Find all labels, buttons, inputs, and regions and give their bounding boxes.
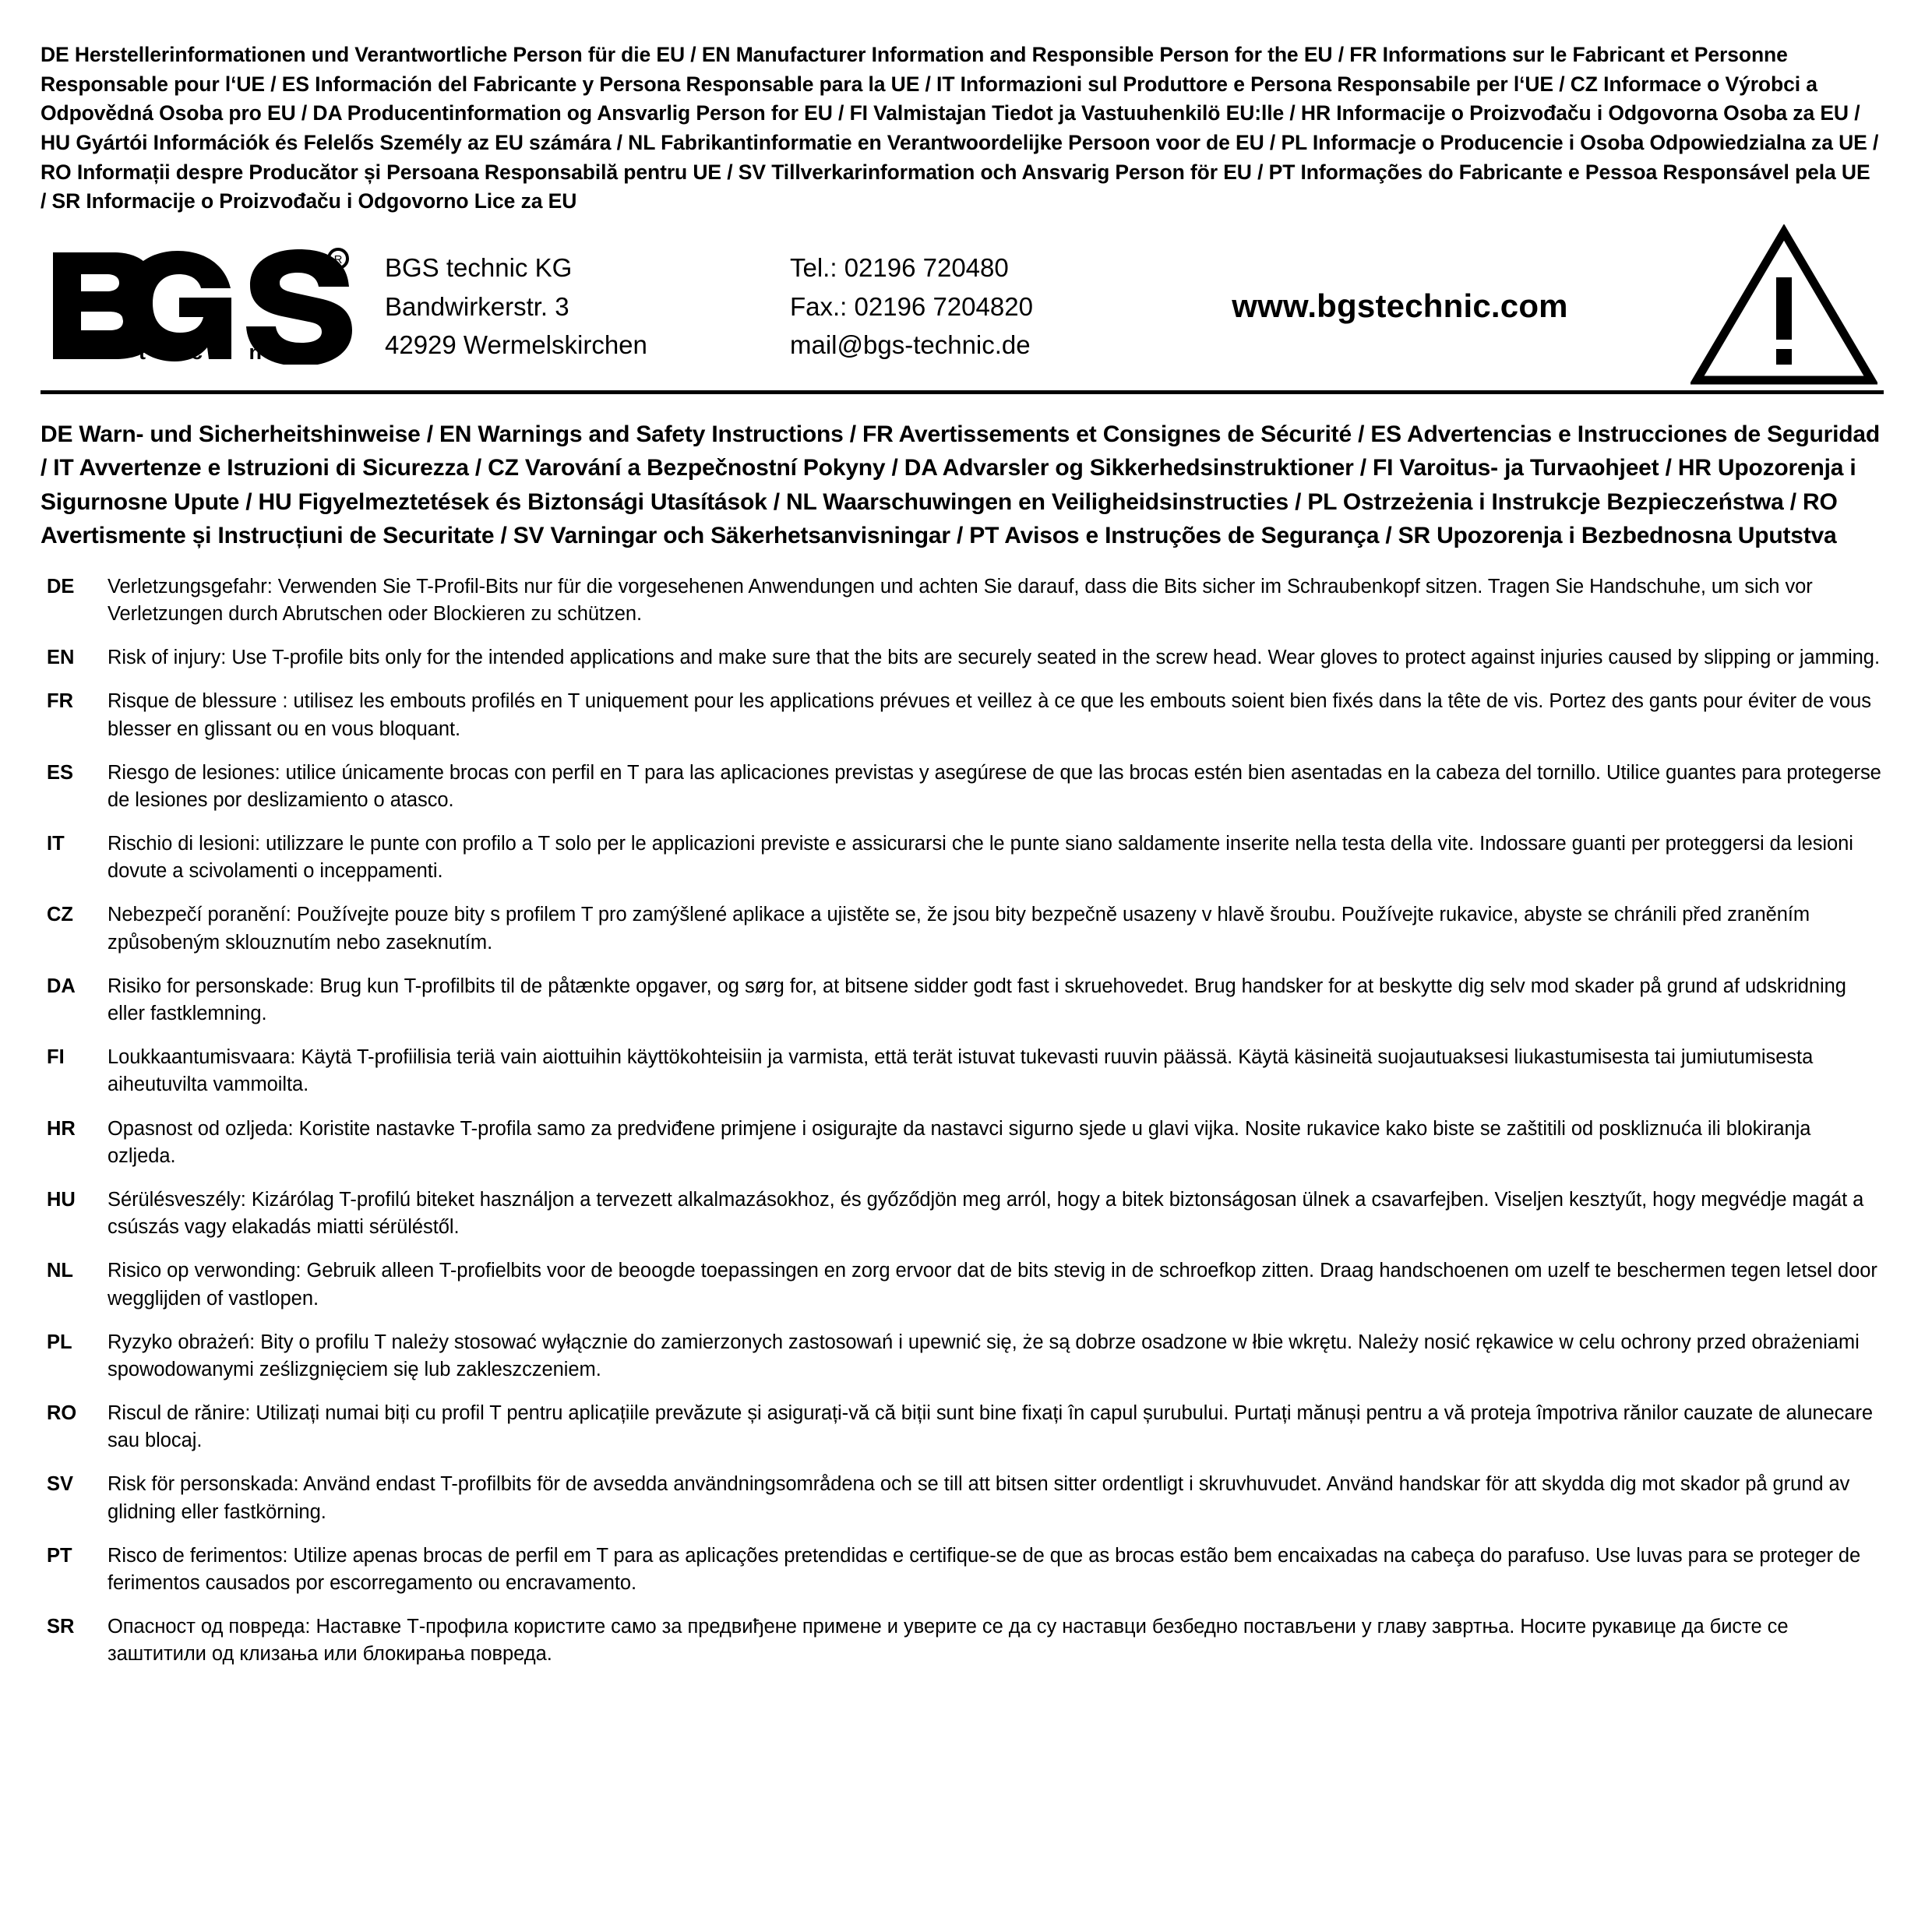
list-item	[41, 644, 1884, 672]
safety-section-heading: DE Warn- und Sicherheitshinweise / EN Warnings and Safety Instructions / FR Avertissements et Consignes de Sécurité / ES Advertencias e Instrucciones de Seguridad / IT Avvertenze e Istruzioni di Sicurezza / CZ Varování a Bezpečnostní Pokyny / DA Advarsler og Sikkerhedsinstruktioner / FI Varoitus- ja Turvaohjeet / HR Upozorenja i Sigurnosne Upute / HU Figyelmeztetések és Biztonsági Utasítások / NL Waarschuwingen en Veiligheidsinstructies / PL Ostrzeżenia i Instrukcje Bezpieczeństwa / RO Avertismente și Instrucțiuni de Securitate / SV Varningar och Säkerhetsanvisningar / PT Avisos e Instruções de Segurança / SR Upozorenja i Bezbednosna Uputstva	[41, 421, 1880, 549]
language-code: IT	[47, 833, 65, 855]
company-fax: Fax.: 02196 7204820	[790, 291, 1033, 321]
language-code: DA	[47, 975, 76, 997]
warning-text: Risque de blessure : utilisez les embouts profilés en T uniquement pour les applications prévues et veillez à ce que les embouts soient bien fixés dans la tête de vis. Portez des gants pour éviter de vous blesser en glissant ou en vous bloquant.	[108, 690, 1871, 740]
warnings-list	[41, 573, 1884, 1669]
list-item	[41, 1257, 1884, 1312]
company-website: www.bgstechnic.com	[1232, 287, 1568, 325]
manufacturer-info-heading: DE Herstellerinformationen und Verantwortliche Person für die EU / EN Manufacturer Information and Responsible Person for the EU / FR Informations sur le Fabricant et Personne Responsable pour l‘UE / ES Información del Fabricante y Persona Responsable para la UE / IT Informazioni sul Produttore e Persona Responsabile per l‘UE / CZ Informace o Výrobci a Odpovědná Osoba pro EU / DA Producentinformation og Ansvarlig Person for EU / FI Valmistajan Tiedot ja Vastuuhenkilö EU:lle / HR Informacije o Proizvođaču i Odgovorna Osoba za EU / HU Gyártói Információk és Felelős Személy az EU számára / NL Fabrikantinformatie en Verantwoordelijke Persoon voor de EU / PL Informacje o Producencie i Osoba Odpowiedzialna za UE / RO Informații despre Producător și Persoana Responsabilă pentru UE / SV Tillverkarinformation och Ansvarig Person för EU / PT Informações do Fabricante e Pessoa Responsável pela UE / SR Informacije o Proizvođaču i Odgovorno Lice za EU	[41, 43, 1879, 213]
language-code: HU	[47, 1188, 76, 1211]
bgs-logo-icon	[47, 248, 358, 365]
list-item	[41, 1044, 1884, 1098]
list-item	[41, 688, 1884, 742]
language-code: RO	[47, 1402, 77, 1425]
language-code: HR	[47, 1117, 76, 1140]
company-name: BGS technic KG	[385, 253, 573, 282]
svg-text:t e c h n i c: t e c h n i c	[139, 340, 319, 365]
language-code: CZ	[47, 904, 73, 926]
warning-text: Ryzyko obrażeń: Bity o profilu T należy stosować wyłącznie do zamierzonych zastosowań i upewnić się, że są dobrze osadzone w łbie wkrętu. Należy nosić rękawice w celu ochrony przed obrażeniami spowodowanymi ześlizgnięciem się lub zakleszczeniem.	[108, 1331, 1860, 1380]
svg-text:R: R	[333, 253, 343, 267]
warning-text: Risco de ferimentos: Utilize apenas brocas de perfil em T para as aplicações pretendidas e certifique-se de que as brocas estão bem encaixadas na cabeça do parafuso. Use luvas para se proteger de ferimentos causados por escorregamento ou encravamento.	[108, 1544, 1861, 1594]
list-item	[41, 760, 1884, 814]
warning-text: Rischio di lesioni: utilizzare le punte con profilo a T solo per le applicazioni previste e assicurarsi che le punte siano saldamente inserite nella testa della vite. Indossare guanti per proteggersi da lesioni dovute a scivolamenti o inceppamenti.	[108, 833, 1853, 883]
warning-text: Risk of injury: Use T-profile bits only for the intended applications and make sure that the bits are securely seated in the screw head. Wear gloves to protect against injuries caused by slipping or jamming.	[108, 647, 1880, 669]
warning-text: Risico op verwonding: Gebruik alleen T-profielbits voor de beoogde toepassingen en zorg ervoor dat de bits stevig in de schroefkop zitten. Draag handschoenen om uzelf te beschermen tegen letsel door wegglijden of vastlopen.	[108, 1260, 1877, 1310]
list-item	[41, 1613, 1884, 1668]
warning-text: Sérülésveszély: Kizárólag T-profilú biteket használjon a tervezett alkalmazásokhoz, és győződjön meg arról, hogy a bitek biztonságosan ülnek a csavarfejben. Viseljen kesztyűt, hogy megvédje magát a csúszás vagy elakadás miatti sérüléstől.	[108, 1188, 1864, 1239]
language-code: DE	[47, 575, 75, 598]
warning-text: Loukkaantumisvaara: Käytä T-profiilisia teriä vain aiottuihin käyttökohteisiin ja varmista, että terät istuvat tukevasti ruuvin päässä. Käytä käsineitä suojautuaksesi liukastumisesta tai jumiutumisesta aiheutuvilta vammoilta.	[108, 1046, 1814, 1096]
warning-text: Risiko for personskade: Brug kun T-profilbits til de påtænkte opgaver, og sørg for, at bitsene sidder godt fast i skruehovedet. Brug handsker for at beskytte dig selv mod skader på grund af udskridning eller fastklemning.	[108, 975, 1846, 1024]
list-item	[41, 1542, 1884, 1597]
language-code: SR	[47, 1616, 75, 1638]
language-code: NL	[47, 1260, 73, 1282]
language-code: PT	[47, 1544, 72, 1567]
bgs-logo	[41, 248, 374, 365]
list-item	[41, 1471, 1884, 1525]
warning-triangle-icon	[1690, 224, 1877, 388]
language-code: FR	[47, 690, 73, 713]
company-tel: Tel.: 02196 720480	[790, 253, 1009, 282]
list-item	[41, 973, 1884, 1028]
list-item	[41, 1329, 1884, 1384]
language-code: SV	[47, 1473, 74, 1496]
company-contact	[790, 249, 1156, 365]
warning-triangle-container	[1644, 224, 1884, 388]
list-item	[41, 573, 1884, 628]
language-code: PL	[47, 1331, 72, 1353]
company-street: Bandwirkerstr. 3	[385, 291, 569, 321]
warning-text: Riscul de rănire: Utilizați numai biți cu profil T pentru aplicațiile prevăzute și asigurați-vă că biții sunt bine fixați în capul șurubului. Purtați mănuși pentru a vă proteja împotriva rănilor cauzate de alunecare sau blocaj.	[108, 1402, 1874, 1452]
warning-text: Опасност од повреда: Наставке Т-профила користите само за предвиђене примене и уверите се да су наставци безбедно постављени у главу завртња. Носите рукавице да бисте се заштитили од клизања или блокирања повреда.	[108, 1616, 1789, 1666]
warning-text: Riesgo de lesiones: utilice únicamente brocas con perfil en T para las aplicaciones previstas y asegúrese de que las brocas estén bien asentadas en la cabeza del tornillo. Utilice guantes para protegerse de lesiones por deslizamiento o atasco.	[108, 761, 1881, 811]
manufacturer-band	[41, 231, 1884, 394]
warning-text: Verletzungsgefahr: Verwenden Sie T-Profil-Bits nur für die vorgesehenen Anwendungen und achten Sie darauf, dass die Bits sicher im Schraubenkopf sitzen. Tragen Sie Handschuhe, um sich vor Verletzungen durch Abrutschen oder Blockieren zu schützen.	[108, 575, 1813, 625]
company-address	[374, 249, 790, 365]
list-item	[41, 901, 1884, 956]
warning-text: Nebezpečí poranění: Používejte pouze bity s profilem T pro zamýšlené aplikace a ujistěte se, že jsou bity bezpečně usazeny v hlavě šroubu. Používejte rukavice, abyste se chránili před zraněním způsobeným sklouznutím nebo zaseknutím.	[108, 904, 1810, 954]
warning-text: Risk för personskada: Använd endast T-profilbits för de avsedda användningsområdena och se till att bitsen sitter ordentligt i skruvhuvudet. Använd handskar för att skydda dig mot skador på grund av glidning eller fastkörning.	[108, 1473, 1850, 1523]
warning-text: Opasnost od ozljeda: Koristite nastavke T-profila samo za predviđene primjene i osigurajte da nastavci sigurno sjede u glavi vijka. Nosite rukavice kako biste se zaštitili od poskliznuća ili blokiranja ozljeda.	[108, 1117, 1811, 1167]
company-email: mail@bgs-technic.de	[790, 330, 1031, 359]
language-code: ES	[47, 761, 74, 784]
list-item	[41, 1116, 1884, 1170]
language-code: EN	[47, 647, 75, 669]
list-item	[41, 1186, 1884, 1241]
list-item	[41, 830, 1884, 885]
company-city: 42929 Wermelskirchen	[385, 330, 647, 359]
list-item	[41, 1400, 1884, 1454]
language-code: FI	[47, 1046, 65, 1069]
